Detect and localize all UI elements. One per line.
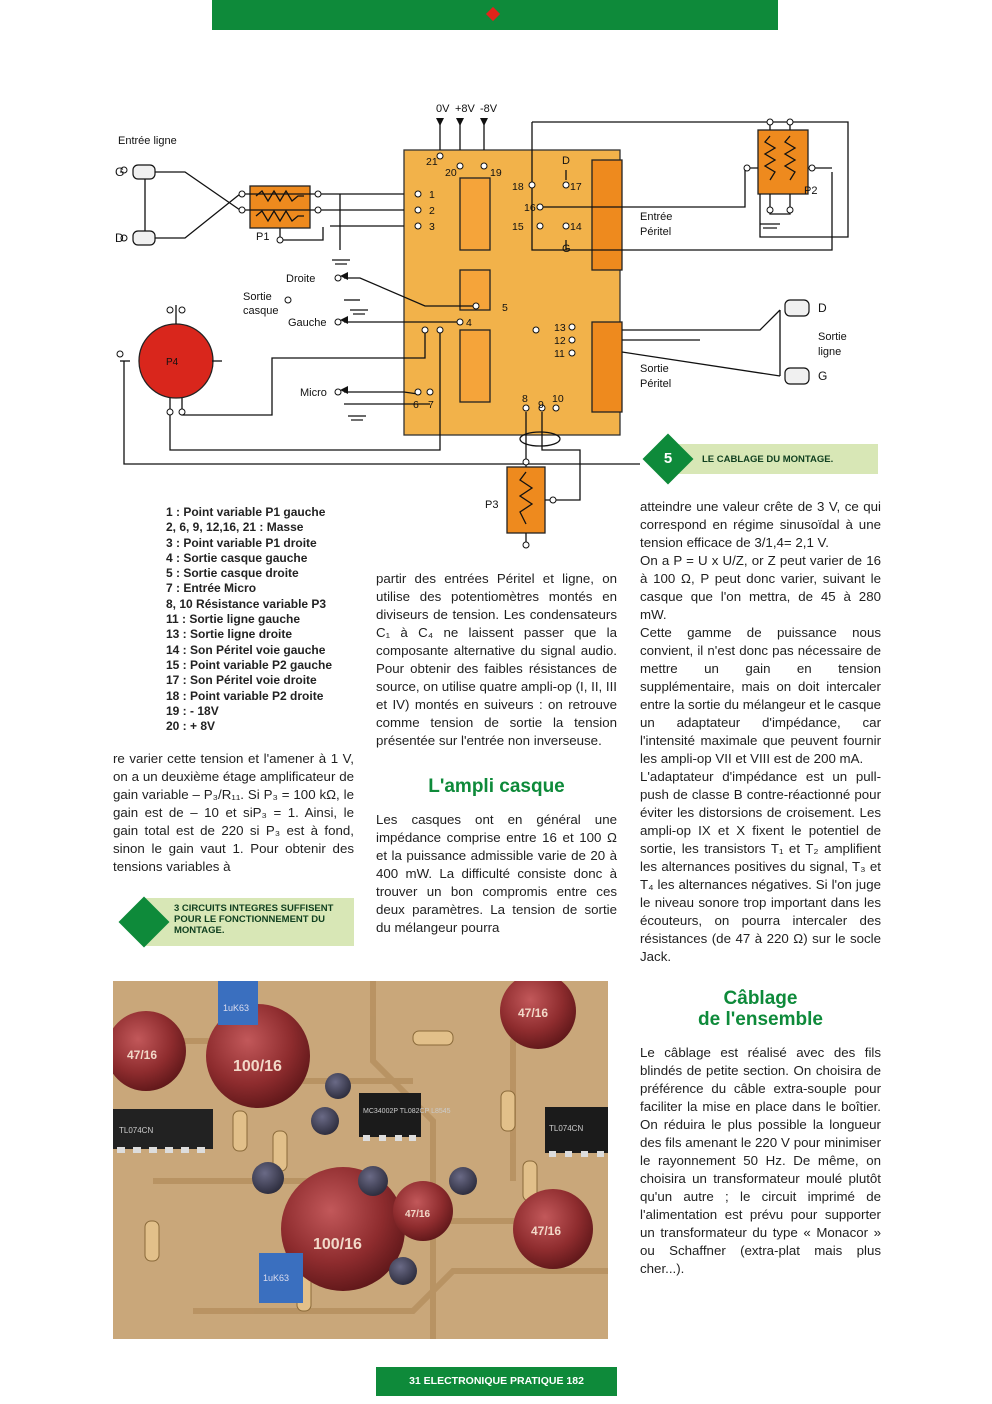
label-sortie-ligne-1: Sortie (818, 331, 847, 343)
label-0v: 0V (436, 103, 450, 115)
legend-item: 15 : Point variable P2 gauche (166, 657, 333, 672)
pin-7: 7 (428, 399, 434, 411)
header-diamond-marker (486, 7, 500, 21)
paragraph: On a P = U x U/Z, or Z peut varier de 16 à 100 Ω, P peut donc varier, suivant le casque que l'on mettra, de 45 à 280 mW. (640, 553, 881, 622)
heading-cablage (640, 988, 881, 1030)
cap-label: 100/16 (233, 1058, 282, 1075)
legend-item: 18 : Point variable P2 droite (166, 688, 324, 703)
callout-text: 3 CIRCUITS INTEGRES SUFFISENT POUR LE FONCTIONNEMENT DU MONTAGE. (174, 903, 334, 936)
column-left (113, 750, 354, 876)
legend-item: 13 : Sortie ligne droite (166, 627, 293, 642)
legend-item: 17 : Son Péritel voie droite (166, 673, 317, 688)
paragraph: atteindre une valeur crête de 3 V, ce qui correspond en régime sinusoïdal à une tension efficace de 3/1,4= 2,1 V. (640, 499, 881, 550)
legend-item: 11 : Sortie ligne gauche (166, 612, 301, 627)
page-footer: 31 ELECTRONIQUE PRATIQUE 182 (376, 1367, 617, 1396)
pin-8: 8 (522, 393, 528, 405)
pin-12: 12 (554, 335, 566, 347)
pin-10: 10 (552, 393, 564, 405)
legend-item: 20 : + 8V (166, 719, 216, 734)
figure-number: 5 (663, 450, 673, 467)
legend-item: 2, 6, 9, 12,16, 21 : Masse (166, 520, 304, 535)
pin-18: 18 (512, 181, 524, 193)
legend-item: 3 : Point variable P1 droite (166, 535, 317, 550)
pin-19: 19 (490, 167, 502, 179)
paragraph: partir des entrées Péritel et ligne, on utilise des potentiomètres montés en diviseurs de tension. Les condensateurs C₁ à C₄ ne laissent passer que la composante alternative du signal audio. Pour obtenir des faibles résistances de source, on utilise quatre ampli-op (I, II, III et IV) montés en suiveurs : on retrouve comme tension de sortie la tension présentée sur l'entrée non inverseuse. (376, 571, 617, 748)
label-sortie-peritel-2: Péritel (640, 378, 672, 390)
heading-line: de l'ensemble (698, 1009, 823, 1030)
label-sortie-ligne-2: ligne (818, 346, 842, 358)
legend-item: 4 : Sortie casque gauche (166, 550, 308, 565)
column-middle (376, 570, 617, 937)
legend-item: 8, 10 Résistance variable P3 (166, 596, 327, 611)
label-sortie-casque-2: casque (243, 305, 279, 317)
pin-20: 20 (445, 167, 457, 179)
label-sortie-peritel-1: Sortie (640, 363, 669, 375)
label-minus8v: -8V (480, 103, 498, 115)
pin-16: 16 (524, 202, 536, 214)
pin-6: 6 (413, 399, 419, 411)
cap-label: 47/16 (518, 1006, 549, 1020)
ic-label: TL074CN (119, 1126, 154, 1135)
pin-legend (166, 505, 332, 734)
pin-13: 13 (554, 322, 566, 334)
heading-ampli-casque: L'ampli casque (428, 776, 565, 797)
label-micro: Micro (300, 387, 327, 399)
label-p1: P1 (256, 231, 270, 243)
wiring-diagram (0, 90, 992, 560)
label-p3: P3 (485, 499, 499, 511)
pin-21: 21 (426, 156, 438, 168)
cap-label: 100/16 (313, 1236, 362, 1253)
label-p4: P4 (166, 357, 179, 368)
pin-15: 15 (512, 221, 524, 233)
legend-item: 19 : - 18V (166, 703, 219, 718)
pin-2: 2 (429, 205, 435, 217)
label-plus8v: +8V (455, 103, 475, 115)
label-g-output: G (818, 369, 828, 383)
label-entree-ligne: Entrée ligne (118, 135, 177, 147)
header-bar (212, 0, 778, 30)
label-sortie-casque-1: Sortie (243, 291, 272, 303)
label-pin-g: G (562, 243, 571, 255)
pin-4: 4 (466, 317, 472, 329)
cap-label: 47/16 (127, 1048, 158, 1062)
column-right (640, 498, 881, 1278)
cap-label: 1uK63 (263, 1273, 290, 1283)
label-entree-peritel-1: Entrée (640, 211, 673, 223)
label-g-input: G (115, 165, 125, 179)
callout-circuits (144, 898, 354, 946)
pin-5: 5 (502, 302, 508, 314)
cap-label: 1uK63 (223, 1003, 250, 1013)
pin-3: 3 (429, 221, 435, 233)
ic-label: MC34002P TL082CP L8545 (363, 1108, 451, 1115)
callout-cablage (663, 444, 878, 474)
cap-label: 47/16 (405, 1209, 431, 1220)
pin-1: 1 (429, 189, 435, 201)
label-gauche: Gauche (288, 317, 327, 329)
cap-label: 47/16 (531, 1224, 562, 1238)
label-entree-peritel-2: Péritel (640, 226, 672, 238)
heading-line: Câblage (723, 988, 798, 1009)
paragraph: L'adaptateur d'impédance est un pull-push de classe B contre-réactionné pour éviter les distorsions de croisement. Les ampli-op IX et X fixent le potentiel de sortie, les transistors T₁ et T₂ amplifient les alternances positives du signal, T₃ et T₄ les alternances négatives. Si l'on juge le niveau sonore trop important dans les écouteurs, on pourra intercaler des résistances (de 47 à 220 Ω) sur le socle Jack. (640, 769, 881, 964)
label-p2: P2 (804, 185, 818, 197)
paragraph: re varier cette tension et l'amener à 1 V, on a un deuxième étage amplificateur de gain variable – P₃/R₁₁. Si P₃ = 100 kΩ, le gain est de – 10 et siP₃ = 1. Ainsi, le gain total est de 220 si P₃ est à fond, sinon le gain vaut 1. Pour obtenir des tensions variables à (113, 751, 354, 874)
label-d-input: D (115, 231, 124, 245)
circuit-board-photo (113, 981, 608, 1339)
paragraph: Le câblage est réalisé avec des fils blindés de petite section. On choisira de préférence du câble extra-souple pour faciliter la mise en place dans le boîtier. On réduira le plus possible la longueur des fils amenant le 220 V pour minimiser le rayonnement 50 Hz. De même, on choisira un transformateur moulé plutôt qu'un autre ; le circuit imprimé de l'alimentation est prévu pour supporter un transformateur du type « Monacor » ou Schaffner (extra-plat mais plus cher...). (640, 1045, 881, 1276)
pin-9: 9 (538, 399, 544, 411)
legend-item: 7 : Entrée Micro (166, 581, 257, 596)
ic-label: TL074CN (549, 1124, 584, 1133)
callout-diamond (119, 897, 170, 948)
label-pin-d: D (562, 155, 570, 167)
pin-14: 14 (570, 221, 582, 233)
legend-item: 5 : Sortie casque droite (166, 566, 299, 581)
paragraph: Les casques ont en général une impédance comprise entre 16 et 100 Ω et la puissance admissible varie de 20 à 400 mW. La difficulté consiste donc à trouver un bon compromis entre ces deux paramètres. La tension de sortie du mélangeur pourra (376, 812, 617, 935)
label-droite: Droite (286, 273, 316, 285)
legend-item: 1 : Point variable P1 gauche (166, 505, 326, 519)
callout-text: LE CABLAGE DU MONTAGE. (702, 454, 834, 465)
label-d-output: D (818, 301, 827, 315)
paragraph: Cette gamme de puissance nous convient, il n'est donc pas nécessaire de mettre un gain en tension supplémentaire, mais on doit intercaler entre la sortie du mélangeur et le casque un adaptateur d'impédance, car l'intensité maximale que peuvent fournir les ampli-op VII et VIII est de 200 mA. (640, 625, 881, 766)
legend-item: 14 : Son Péritel voie gauche (166, 642, 326, 657)
pin-17: 17 (570, 181, 582, 193)
pin-11: 11 (554, 348, 565, 360)
